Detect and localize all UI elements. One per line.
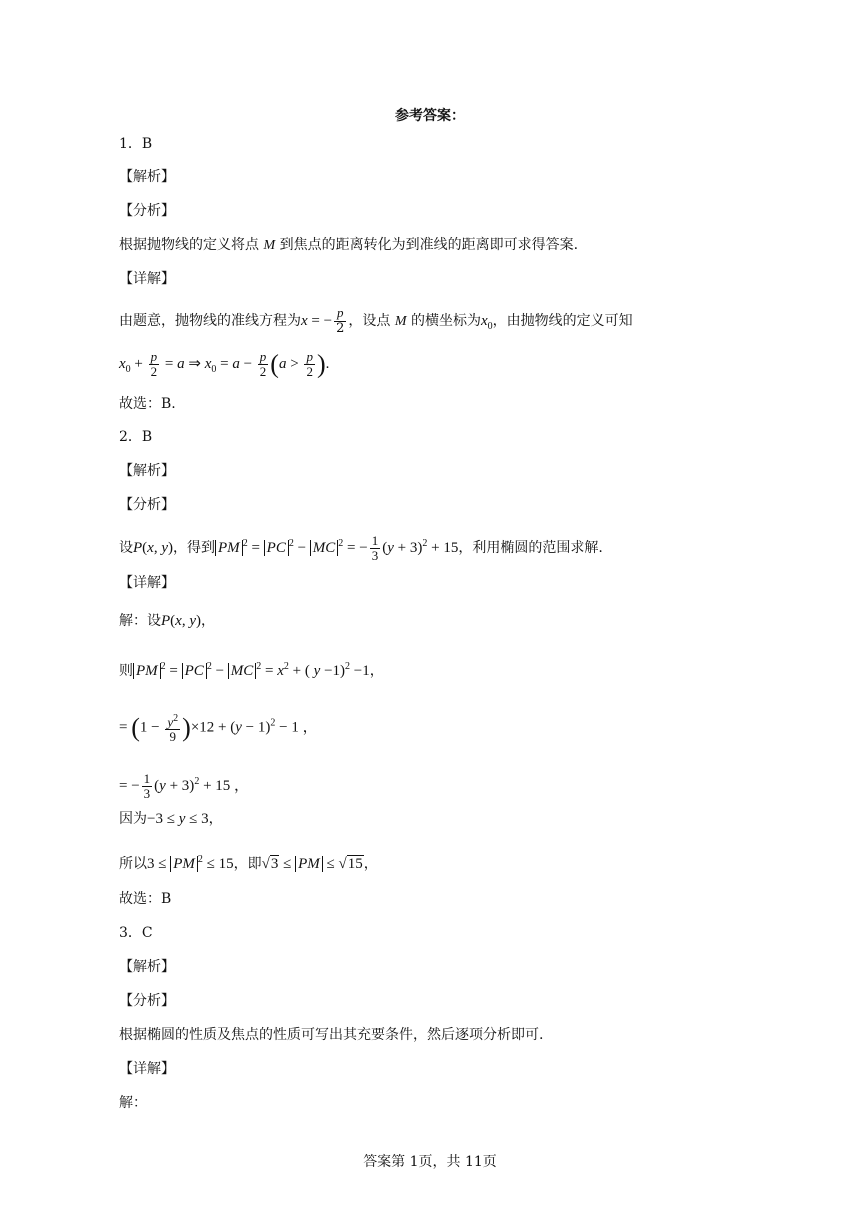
- q3-xiangjie-heading: 【详解】: [119, 1061, 175, 1077]
- q2-answer: 2．B: [119, 429, 153, 445]
- q3-fenxi-heading: 【分析】: [119, 993, 175, 1009]
- q2-step4: = − $\frac{1}{3}$ $(y + 3)^2 + 15$ ，: [119, 771, 250, 802]
- q2-step5: 因为−3 ≤ y ≤ 3，: [119, 811, 223, 827]
- q1-detail-formula: $x_0$ + $\frac{p}{2}$ = a ⇒ $x_0 = a$ − $\frac{p}{2}$ (a > $\frac{p}{2}$ ).: [119, 349, 330, 379]
- q1-detail-line1: 由题意，抛物线的准线方程为x = − $\frac{p}{2}$ ，设点 M 的横坐标为$x_0$，由抛物线的定义可知: [119, 305, 633, 336]
- q2-conclusion: 故选：B: [119, 891, 172, 907]
- q3-answer: 3．C: [119, 925, 153, 941]
- q1-jiexi-heading: 【解析】: [119, 169, 175, 185]
- q2-step3: = (1 − $\frac{y^2}{9}$ )$\times 12 + (y - 1)^2 - 1$ ，: [119, 713, 318, 745]
- q2-step1: 解：设P(x, y)，: [119, 613, 216, 629]
- q2-jiexi-heading: 【解析】: [119, 463, 175, 479]
- q1-fenxi-text: 根据抛物线的定义将点 M 到焦点的距离转化为到准线的距离即可求得答案.: [119, 237, 579, 253]
- q1-fenxi-heading: 【分析】: [119, 203, 175, 219]
- q2-fenxi-heading: 【分析】: [119, 497, 175, 513]
- q3-fenxi-text: 根据椭圆的性质及焦点的性质可写出其充要条件，然后逐项分析即可.: [119, 1027, 544, 1043]
- q1-xiangjie-heading: 【详解】: [119, 271, 175, 287]
- q2-xiangjie-heading: 【详解】: [119, 575, 175, 591]
- page-footer: 答案第 1页，共 11页: [363, 1154, 497, 1170]
- q1-answer: 1．B: [119, 136, 153, 152]
- q2-fenxi-text: 设P(x, y)，得到 PM $^2$ = PC $^2$ − MC $^2$ = − $\frac{1}{3}$ $(y + 3)^2 + 15$，利用椭圆的范围求解.: [119, 533, 603, 564]
- page-title: 参考答案：: [395, 108, 465, 124]
- q1-conclusion: 故选：B.: [119, 396, 176, 412]
- q3-jiexi-heading: 【解析】: [119, 959, 175, 975]
- q2-step6: 所以3 ≤ PM $^2$ ≤ 15，即√3 ≤ PM ≤ √15，: [119, 854, 378, 872]
- q2-step2: 则 PM $^2$ = PC $^2$ − MC $^2 = x^2$ + ( y −1)$^2$ −1，: [119, 661, 384, 679]
- q3-step1: 解：: [119, 1095, 147, 1111]
